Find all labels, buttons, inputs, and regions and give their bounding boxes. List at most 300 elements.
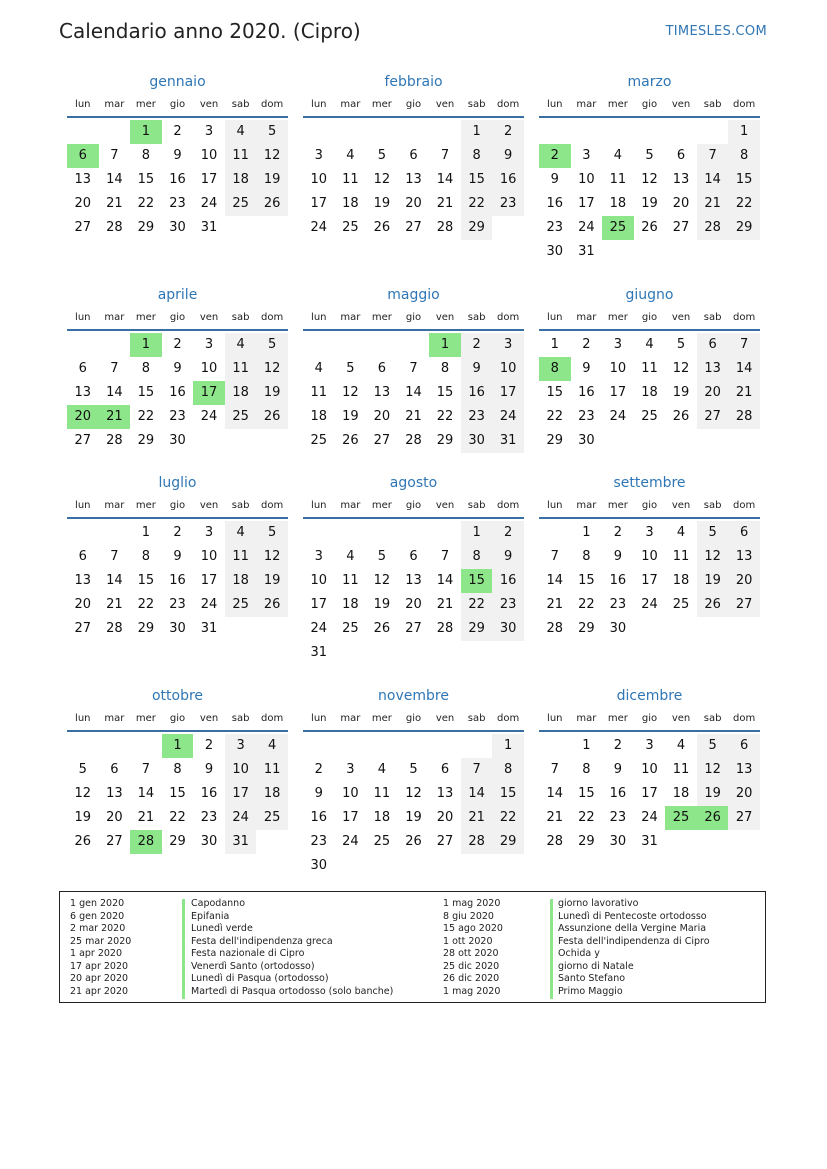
- day-cell: 7: [110, 361, 119, 376]
- day-cell: 20: [697, 381, 729, 405]
- day-cell: 27: [74, 621, 92, 636]
- day-cell: 28: [130, 830, 162, 854]
- day-cell: 11: [310, 385, 328, 400]
- empty-day-cell: [634, 429, 666, 453]
- empty-day-cell: [665, 429, 697, 453]
- day-cell: 8: [173, 762, 182, 777]
- weekday-label: mar: [576, 500, 597, 511]
- week-row: [303, 806, 524, 830]
- day-cell: 12: [697, 545, 729, 569]
- day-cell: 6: [78, 361, 87, 376]
- day-cell: 22: [436, 409, 454, 424]
- day-cell: 23: [169, 597, 186, 612]
- week-row: [539, 617, 760, 641]
- weekday-label: sab: [231, 713, 250, 724]
- weekday-label: ven: [435, 500, 455, 511]
- day-cell: 15: [728, 168, 760, 192]
- day-cell: 26: [373, 621, 391, 636]
- day-cell: 24: [310, 220, 328, 235]
- empty-day-cell: [697, 120, 729, 144]
- day-cell: 21: [106, 597, 123, 612]
- day-cell: 26: [256, 192, 288, 216]
- day-cell: 14: [137, 786, 155, 801]
- month-name: novembre: [378, 688, 449, 704]
- month-name: maggio: [387, 287, 440, 303]
- day-cell: 2: [173, 525, 182, 540]
- day-cell: 21: [106, 196, 123, 211]
- month-name: aprile: [157, 287, 198, 303]
- day-cell: 14: [546, 786, 564, 801]
- weekday-label: sab: [703, 500, 722, 511]
- weekday-header: [539, 710, 760, 732]
- legend-date: 1 ott 2020: [443, 935, 493, 947]
- weekday-label: mer: [371, 713, 392, 724]
- week-row: [303, 617, 524, 641]
- day-cell: 3: [492, 333, 524, 357]
- day-cell: 25: [225, 405, 257, 429]
- empty-day-cell: [335, 521, 367, 545]
- day-cell: 20: [728, 569, 760, 593]
- day-cell: 27: [74, 433, 92, 448]
- week-row: [539, 758, 760, 782]
- weekday-label: gio: [405, 312, 422, 323]
- month-name: febbraio: [384, 74, 443, 90]
- weekday-label: ven: [671, 500, 691, 511]
- week-row: [539, 734, 760, 758]
- empty-day-cell: [634, 617, 666, 641]
- day-cell: 29: [728, 216, 760, 240]
- empty-day-cell: [303, 734, 335, 758]
- week-row: [303, 333, 524, 357]
- day-cell: 10: [200, 549, 218, 564]
- day-cell: 28: [106, 433, 123, 448]
- day-cell: 27: [74, 220, 92, 235]
- day-cell: 6: [728, 734, 760, 758]
- day-cell: 8: [440, 361, 450, 376]
- day-cell: 18: [672, 786, 690, 801]
- day-cell: 24: [200, 597, 218, 612]
- day-cell: 17: [310, 196, 328, 211]
- day-cell: 1: [429, 333, 461, 357]
- weekday-header: [67, 309, 288, 331]
- empty-day-cell: [728, 429, 760, 453]
- day-cell: 30: [546, 244, 564, 259]
- legend-holiday-name: Venerdì Santo (ortodosso): [191, 960, 315, 972]
- day-cell: 14: [436, 172, 454, 187]
- day-cell: 2: [539, 144, 571, 168]
- day-cell: 18: [609, 196, 627, 211]
- day-cell: 18: [225, 381, 257, 405]
- day-cell: 23: [578, 409, 595, 424]
- day-cell: 16: [169, 385, 186, 400]
- day-cell: 12: [342, 385, 359, 400]
- day-cell: 10: [310, 172, 328, 187]
- day-cell: 22: [137, 597, 155, 612]
- day-cell: 21: [436, 196, 454, 211]
- weekday-label: ven: [435, 99, 455, 110]
- day-cell: 24: [641, 597, 658, 612]
- legend-date: 26 dic 2020: [443, 973, 500, 984]
- empty-day-cell: [366, 734, 398, 758]
- day-cell: 25: [225, 192, 257, 216]
- day-cell: 17: [492, 381, 524, 405]
- empty-day-cell: [697, 830, 729, 854]
- day-cell: 11: [672, 762, 690, 777]
- day-cell: 23: [546, 220, 564, 235]
- weekday-label: lun: [547, 713, 563, 724]
- day-cell: 1: [728, 120, 760, 144]
- day-cell: 26: [74, 834, 92, 849]
- day-cell: 11: [225, 357, 257, 381]
- day-cell: 9: [173, 148, 182, 163]
- day-cell: 12: [256, 357, 288, 381]
- day-cell: 16: [310, 810, 328, 825]
- day-cell: 4: [613, 148, 623, 163]
- week-row: [539, 381, 760, 405]
- day-cell: 17: [310, 597, 328, 612]
- week-row: [303, 381, 524, 405]
- day-cell: 26: [641, 220, 658, 235]
- day-cell: 9: [461, 357, 493, 381]
- day-cell: 4: [225, 333, 257, 357]
- week-row: [539, 593, 760, 617]
- day-cell: 22: [461, 192, 493, 216]
- day-cell: 30: [310, 858, 328, 873]
- weekday-label: mer: [371, 500, 392, 511]
- empty-day-cell: [67, 521, 99, 545]
- week-row: [539, 333, 760, 357]
- day-cell: 29: [169, 834, 186, 849]
- day-cell: 31: [200, 621, 218, 636]
- weekday-label: mar: [576, 713, 597, 724]
- week-row: [539, 521, 760, 545]
- week-row: [67, 569, 288, 593]
- weekday-label: mer: [607, 713, 628, 724]
- legend-holiday-name: Ochida y: [558, 948, 600, 959]
- day-cell: 27: [728, 593, 760, 617]
- weekday-label: mer: [371, 99, 392, 110]
- day-cell: 22: [137, 409, 155, 424]
- day-cell: 18: [225, 168, 257, 192]
- day-cell: 18: [342, 597, 359, 612]
- weekday-header: [303, 710, 524, 732]
- empty-day-cell: [665, 240, 697, 264]
- day-cell: 22: [461, 593, 493, 617]
- day-cell: 9: [173, 549, 182, 564]
- weekday-label: gio: [405, 99, 422, 110]
- empty-day-cell: [492, 641, 524, 665]
- day-cell: 19: [256, 168, 288, 192]
- weekday-label: mer: [607, 312, 628, 323]
- day-cell: 6: [78, 549, 87, 564]
- day-cell: 10: [225, 758, 257, 782]
- day-cell: 13: [436, 786, 454, 801]
- day-cell: 14: [106, 385, 123, 400]
- day-cell: 10: [578, 172, 595, 187]
- week-row: [539, 429, 760, 453]
- week-row: [67, 381, 288, 405]
- day-cell: 8: [728, 144, 760, 168]
- month-febbraio: [303, 72, 524, 240]
- legend-holiday-name: Lunedì di Pasqua (ortodosso): [191, 973, 329, 984]
- day-cell: 15: [137, 573, 155, 588]
- day-cell: 19: [697, 782, 729, 806]
- week-row: [303, 405, 524, 429]
- empty-day-cell: [665, 830, 697, 854]
- day-cell: 14: [728, 357, 760, 381]
- month-name: agosto: [389, 475, 438, 491]
- day-cell: 25: [665, 806, 697, 830]
- day-cell: 25: [342, 220, 359, 235]
- week-row: [67, 806, 288, 830]
- empty-day-cell: [398, 854, 430, 878]
- day-cell: 19: [697, 569, 729, 593]
- week-row: [303, 593, 524, 617]
- weekday-label: mar: [340, 99, 361, 110]
- legend-holiday-name: giorno di Natale: [558, 960, 634, 972]
- day-cell: 28: [697, 216, 729, 240]
- empty-day-cell: [335, 854, 367, 878]
- day-cell: 8: [492, 758, 524, 782]
- day-cell: 2: [613, 525, 623, 540]
- day-cell: 5: [256, 120, 288, 144]
- weekday-label: mar: [104, 99, 125, 110]
- weekday-header: [67, 710, 288, 732]
- weekday-label: lun: [75, 713, 91, 724]
- day-cell: 24: [492, 405, 524, 429]
- legend-holiday-name: Santo Stefano: [558, 973, 626, 984]
- day-cell: 13: [405, 172, 422, 187]
- weekday-label: gio: [169, 99, 186, 110]
- day-cell: 21: [405, 409, 422, 424]
- day-cell: 5: [697, 521, 729, 545]
- day-cell: 6: [440, 762, 450, 777]
- weekday-label: gio: [641, 500, 658, 511]
- day-cell: 23: [492, 192, 524, 216]
- day-cell: 30: [578, 433, 595, 448]
- empty-day-cell: [728, 830, 760, 854]
- day-cell: 3: [204, 124, 214, 139]
- week-row: [539, 168, 760, 192]
- day-cell: 9: [314, 786, 323, 801]
- day-cell: 31: [200, 220, 218, 235]
- day-cell: 6: [377, 361, 387, 376]
- day-cell: 12: [74, 786, 92, 801]
- legend-date: 25 dic 2020: [443, 960, 500, 972]
- day-cell: 1: [141, 525, 151, 540]
- day-cell: 2: [492, 521, 524, 545]
- day-cell: 27: [373, 433, 391, 448]
- week-row: [539, 569, 760, 593]
- day-cell: 6: [697, 333, 729, 357]
- day-cell: 15: [461, 569, 493, 593]
- weekday-label: ven: [199, 312, 219, 323]
- day-cell: 17: [342, 810, 359, 825]
- week-row: [539, 144, 760, 168]
- empty-day-cell: [335, 734, 367, 758]
- weekday-label: lun: [311, 500, 327, 511]
- day-cell: 4: [256, 734, 288, 758]
- holiday-legend: [59, 891, 766, 1003]
- month-name: marzo: [627, 74, 672, 90]
- empty-day-cell: [602, 429, 634, 453]
- day-cell: 17: [200, 172, 218, 187]
- weekday-label: sab: [703, 713, 722, 724]
- day-cell: 25: [342, 621, 359, 636]
- day-cell: 26: [672, 409, 690, 424]
- day-cell: 21: [137, 810, 155, 825]
- week-row: [67, 782, 288, 806]
- day-cell: 10: [641, 762, 658, 777]
- empty-day-cell: [67, 734, 99, 758]
- month-name: luglio: [158, 475, 197, 491]
- weekday-label: lun: [547, 500, 563, 511]
- month-name: ottobre: [151, 688, 204, 704]
- empty-day-cell: [99, 333, 131, 357]
- day-cell: 28: [461, 830, 493, 854]
- empty-day-cell: [539, 521, 571, 545]
- day-cell: 22: [578, 810, 595, 825]
- empty-day-cell: [225, 429, 257, 453]
- day-cell: 15: [436, 385, 454, 400]
- day-cell: 2: [204, 738, 214, 753]
- empty-day-cell: [366, 854, 398, 878]
- day-cell: 2: [461, 333, 493, 357]
- holiday-marker: [182, 899, 185, 999]
- weekday-header: [303, 96, 524, 118]
- day-cell: 21: [728, 381, 760, 405]
- day-cell: 16: [546, 196, 564, 211]
- weekday-label: mar: [340, 500, 361, 511]
- empty-day-cell: [256, 216, 288, 240]
- day-cell: 8: [582, 762, 591, 777]
- day-cell: 16: [609, 786, 627, 801]
- legend-date: 6 gen 2020: [70, 910, 125, 922]
- weekday-label: dom: [497, 99, 520, 110]
- legend-holiday-name: Festa dell'indipendenza di Cipro: [558, 935, 710, 947]
- empty-day-cell: [429, 521, 461, 545]
- month-name: giugno: [625, 287, 674, 303]
- page-title: Calendario anno 2020. (Cipro): [59, 19, 361, 43]
- day-cell: 29: [137, 433, 155, 448]
- weekday-label: mer: [607, 500, 628, 511]
- day-cell: 3: [582, 148, 591, 163]
- week-row: [303, 569, 524, 593]
- week-row: [67, 617, 288, 641]
- weekday-label: dom: [497, 713, 520, 724]
- empty-day-cell: [461, 641, 493, 665]
- day-cell: 1: [162, 734, 194, 758]
- day-cell: 27: [728, 806, 760, 830]
- day-cell: 29: [436, 433, 454, 448]
- week-row: [303, 830, 524, 854]
- day-cell: 29: [137, 621, 155, 636]
- weekday-label: lun: [311, 713, 327, 724]
- empty-day-cell: [130, 734, 162, 758]
- weekday-label: lun: [547, 99, 563, 110]
- week-row: [539, 357, 760, 381]
- day-cell: 24: [578, 220, 595, 235]
- month-settembre: [539, 473, 760, 641]
- day-cell: 21: [546, 597, 564, 612]
- day-cell: 5: [377, 549, 387, 564]
- week-row: [67, 192, 288, 216]
- day-cell: 28: [436, 220, 454, 235]
- weekday-label: mar: [340, 312, 361, 323]
- day-cell: 1: [130, 120, 162, 144]
- day-cell: 7: [110, 549, 119, 564]
- day-cell: 14: [106, 172, 123, 187]
- day-cell: 11: [641, 361, 658, 376]
- week-row: [303, 734, 524, 758]
- week-row: [67, 429, 288, 453]
- day-cell: 17: [609, 385, 627, 400]
- day-cell: 8: [461, 144, 493, 168]
- day-cell: 8: [539, 357, 571, 381]
- empty-day-cell: [256, 429, 288, 453]
- brand-link[interactable]: TIMESLES.COM: [665, 24, 767, 39]
- day-cell: 15: [169, 786, 186, 801]
- weekday-label: gio: [641, 713, 658, 724]
- day-cell: 11: [373, 786, 391, 801]
- day-cell: 8: [141, 148, 151, 163]
- day-cell: 13: [672, 172, 690, 187]
- day-cell: 11: [342, 172, 359, 187]
- day-cell: 22: [546, 409, 564, 424]
- empty-day-cell: [225, 617, 257, 641]
- empty-day-cell: [492, 216, 524, 240]
- day-cell: 27: [436, 834, 454, 849]
- day-cell: 31: [310, 645, 328, 660]
- day-cell: 29: [578, 621, 595, 636]
- week-row: [539, 405, 760, 429]
- day-cell: 10: [609, 361, 627, 376]
- day-cell: 6: [110, 762, 119, 777]
- weekday-label: gio: [405, 713, 422, 724]
- weekday-label: sab: [231, 99, 250, 110]
- day-cell: 24: [310, 621, 328, 636]
- day-cell: 18: [256, 782, 288, 806]
- week-row: [303, 144, 524, 168]
- week-row: [303, 357, 524, 381]
- weekday-label: gio: [169, 713, 186, 724]
- legend-date: 21 apr 2020: [70, 985, 129, 997]
- day-cell: 8: [461, 545, 493, 569]
- day-cell: 29: [546, 433, 564, 448]
- day-cell: 30: [492, 617, 524, 641]
- day-cell: 13: [728, 545, 760, 569]
- day-cell: 1: [461, 521, 493, 545]
- day-cell: 4: [377, 762, 387, 777]
- weekday-label: gio: [405, 500, 422, 511]
- weekday-label: mar: [576, 312, 597, 323]
- weekday-label: ven: [671, 312, 691, 323]
- weekday-label: sab: [231, 312, 250, 323]
- weekday-label: mar: [576, 99, 597, 110]
- weekday-label: dom: [261, 99, 284, 110]
- day-cell: 3: [645, 525, 654, 540]
- day-cell: 28: [728, 405, 760, 429]
- day-cell: 8: [141, 549, 151, 564]
- week-row: [67, 593, 288, 617]
- day-cell: 4: [225, 521, 257, 545]
- day-cell: 31: [641, 834, 658, 849]
- day-cell: 11: [609, 172, 627, 187]
- month-marzo: [539, 72, 760, 264]
- day-cell: 30: [609, 621, 627, 636]
- weekday-label: dom: [733, 99, 756, 110]
- day-cell: 20: [373, 409, 391, 424]
